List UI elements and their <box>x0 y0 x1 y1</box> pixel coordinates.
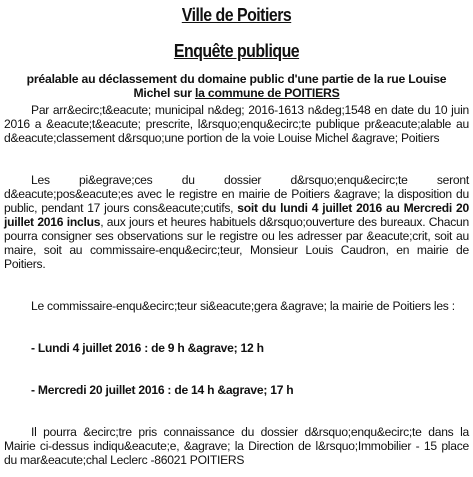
paragraph-sessions-intro: Le commissaire-enqu&ecirc;teur si&eacute;gera &agrave; la mairie de Poitiers les : <box>31 299 455 313</box>
paragraph-decree: Par arr&ecirc;t&eacute; municipal n&deg; 2016-1613 n&deg;1548 en date du 10 juin 2016 a &eacute;t&eacute; prescrite, l&rsquo;enqu&ecirc;te publique pr&eacute;alable au d&eacute;classement d&rsquo;une portion de la voie Louise Michel &agrave; Poitiers <box>4 103 469 145</box>
session-wednesday: - Mercredi 20 juillet 2016 : de 14 h &agrave; 17 h <box>31 383 294 397</box>
subtitle-line-1: préalable au déclassement du domaine public d'une partie de la rue Louise <box>26 72 447 86</box>
paragraph-dossier-end: , aux jours et heures habituels d&rsquo;ouverture des bureaux. Chacun pourra consigner ses observations sur le registre ou les adresser par &eacute;crit, soit au maire, soit au commissaire-enqu&ecirc;teur, Monsieur Louis Caudron, en mairie de Poitiers. <box>4 215 469 271</box>
notice-title: Enquête publique <box>173 40 300 61</box>
paragraph-dossier-start: Les pi&egrave;ces du dossier d&rsquo;enqu&ecirc;te seront d&eacute;pos&eacute;es avec le registre en mairie de Poitiers &agrave; la disposition du public, pendant 17 jours cons&eacute;cutifs, <box>4 173 469 215</box>
subtitle-line-2-prefix: Michel sur <box>133 86 195 100</box>
session-monday: - Lundi 4 juillet 2016 : de 9 h &agrave; 12 h <box>31 341 264 355</box>
paragraph-dossier <box>4 173 469 271</box>
subtitle-line-2-underlined: la commune de POITIERS <box>194 86 340 100</box>
paragraph-consultation: Il pourra &ecirc;tre pris connaissance du dossier d&rsquo;enqu&ecirc;te dans la Mairie ci-dessus indiqu&eacute;e, &agrave; la Direction de l&rsquo;Immobilier - 15 place du mar&eacute;chal Leclerc -86021 POITIERS <box>4 425 469 467</box>
paragraph-dossier-dates: soit du lundi 4 juillet 2016 au Mercredi 20 juillet 2016 inclus <box>4 201 469 229</box>
city-heading: Ville de Poitiers <box>181 4 292 25</box>
subtitle-line-2 <box>4 86 469 100</box>
notice-subtitle <box>4 72 469 100</box>
